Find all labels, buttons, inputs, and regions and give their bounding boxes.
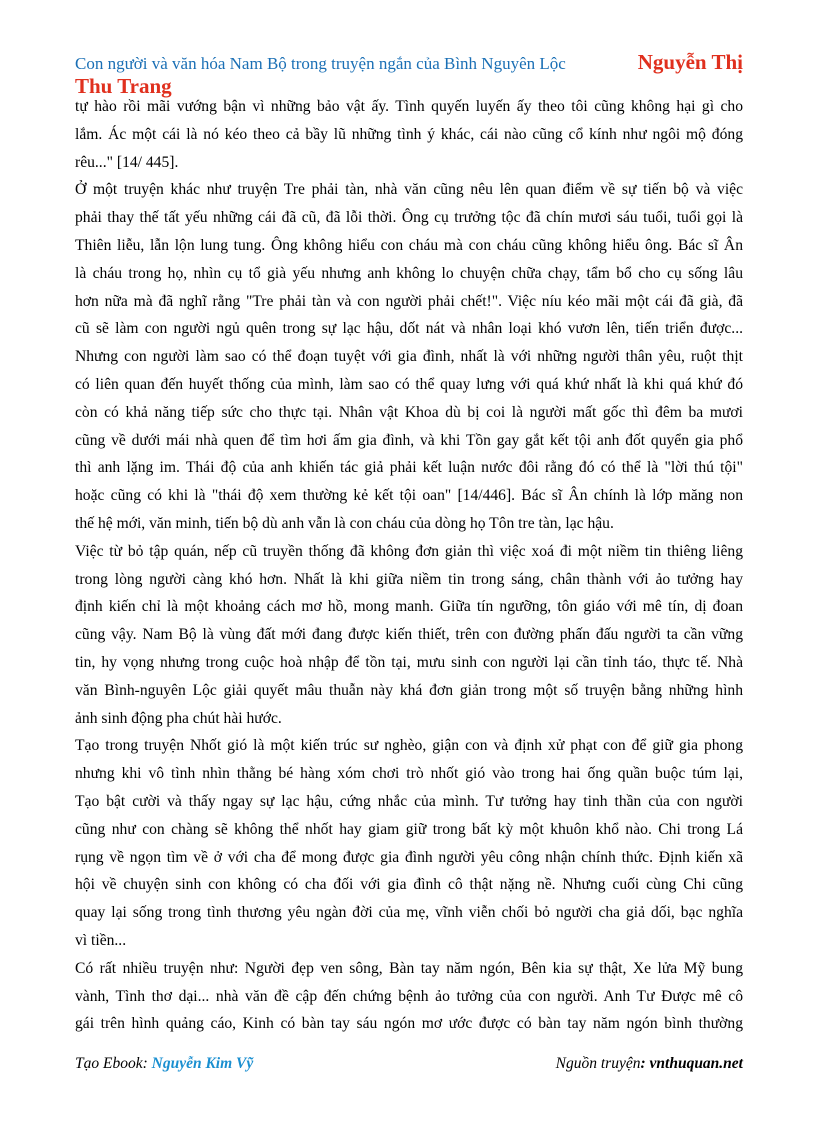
author-name-part2: Thu Trang [75,74,172,98]
text-line: tự hào rồi mãi vướng bận vì những bảo vật ấy. Tình quyến luyến ấy theo tôi cũng không hại gì cho [75,98,743,115]
text-line: gái trên hình quảng cáo, Kinh có bàn tay sáu ngón mơ ước được có bàn tay năm ngón bình thường [75,1015,743,1033]
text-line: là cháu trong họ, nhìn cụ tổ già yếu nhưng anh không lo chuyện chữa chạy, tẩm bổ cho cụ sống lâu [75,264,743,282]
ebook-credit-separator: : [142,1055,152,1072]
text-line: Có rất nhiều truyện như: Người đẹp ven sông, Bàn tay năm ngón, Bên kia sự thật, Xe lửa Mỹ bung [75,959,743,977]
text-line: cũ sẽ làm con người ngủ quên trong sự lạc hậu, dốt nát và nhân loại khó vươn lên, tiến triển được... [75,320,743,338]
text-line: hoặc cũng có khi là "thái độ xem thường kẻ kết tội oan" [14/446]. Bác sĩ Ân chính là lớp măng non [75,487,743,505]
text-line: Nhưng con người làm sao có thể đoạn tuyệt với gia đình, nhất là với những người thân yêu, ruột thịt [75,348,743,366]
text-line: trong lòng người càng khó hơn. Nhất là khi giữa niềm tin trong sáng, chân thành với ảo tưởng hay [75,570,743,588]
source-credit [556,1055,743,1073]
text-line: vì tiền... [75,931,127,949]
author-name-part1: Nguyễn Thị [637,50,743,74]
body-text [75,93,743,1038]
text-line: thế hệ mới, văn minh, tiến bộ dù anh vẫn là con cháu của dòng họ Tôn tre tàn, lạc hậu. [75,514,614,532]
text-line: cũng vậy. Nam Bộ là vùng đất mới đang được kiến thiết, trên con đường phấn đấu người ta cần vững [75,626,743,644]
text-line: hơn nữa mà đã nghĩ rằng "Tre phải tàn và con người phải chết!". Việc níu kéo mãi một cái đã già, đã [75,292,743,310]
text-line: lắm. Ác một cái là nó kéo theo cả bầy lũ những tình ý khác, cái nào cũng cổ kính như ngôi mộ đóng [75,125,743,143]
text-line: Thiên liễu, lẫn lộn lung tung. Ông không hiểu con cháu mà con cháu cũng không hiểu ông. Bác sĩ Ân [75,236,743,254]
text-line: phải thay thế tất yếu những cái đã cũ, đã lỗi thời. Ông cụ trưởng tộc đã chín mươi sáu tuổi, tuổi gọi là [75,209,743,227]
text-line: Ở một truyện khác như truyện Tre phải tàn, nhà văn cũng nêu lên quan điểm về sự tiến bộ và việc [75,181,743,199]
text-line: rêu..." [14/ 445]. [75,153,179,171]
text-line: văn Bình-nguyên Lộc giải quyết mâu thuẫn này khá đơn giản trong một số truyện bằng những hình [75,681,743,699]
text-line: ảnh sinh động pha chút hài hước. [75,709,282,727]
ebook-credit-label: Tạo Ebook [75,1055,143,1072]
ebook-credit [75,1055,253,1073]
book-title: Con người và văn hóa Nam Bộ trong truyện ngắn của Bình Nguyên Lộc [75,54,566,73]
ebook-creator-name: Nguyễn Kim Vỹ [151,1055,254,1072]
text-line: vành, Tình thơ dại... nhà văn đề cập đến chứng bệnh ảo tưởng của con người. Anh Tư Được mê cô [75,987,743,1005]
text-line: cũng như con chàng sẽ không thể nhốt hay giam giữ trong bất kỳ một khuôn khổ nào. Chi trong Lá [75,820,743,838]
source-credit-label: Nguồn truyện [555,1055,641,1072]
text-line: quay lại sống trong tình thương yêu ngàn đời của mẹ, vĩnh viễn chối bỏ người cha giả dối, bạc nghĩa [75,904,743,922]
text-line: còn có khả năng tiếp sức cho thực tại. Nhân vật Khoa dù bị coi là người mất gốc thì đêm ba mươi [75,403,743,421]
text-line: nhưng khi vô tình nhìn thằng bé hàng xóm chơi trò nhốt gió vào trong hai ống quần buộc túm lại, [75,765,743,783]
text-line: có liên quan đến huyết thống của mình, làm sao có thể quay lưng với quá khứ nhất là khi quá khứ đó [75,375,743,393]
page-footer [75,1055,743,1077]
text-line: Việc từ bỏ tập quán, nếp cũ truyền thống đã không đơn giản thì việc xoá đi một niềm tin thiêng liêng [75,542,743,560]
text-line: hội về chuyện sinh con không có cha đối với gia đình cô thật nặng nề. Nhưng cuối cùng Chi cũng [75,876,743,894]
text-line: rụng về ngọn tìm về ở với cha để mong được gia đình người yêu công nhận chính thức. Định kiến xã [75,848,743,866]
text-line: thì anh lặng im. Thái độ của anh khiến tác giả phải kết luận nước đôi rằng đó có thể là "lời thú tội" [75,459,743,477]
text-line: tin, hy vọng nhưng trong cuộc hoà nhập để tồn tại, mưu sinh con người lại cần tỉnh táo, thực tế. Nhà [75,653,743,671]
text-line: định kiến chỉ là một khoảng cách mơ hồ, mong manh. Giữa tín ngưỡng, tôn giáo với mê tín, dị đoan [75,598,743,616]
text-line: Tạo bật cười và thấy ngay sự lạc hậu, cứng nhắc của mình. Tư tưởng hay tinh thần của con người [75,792,743,810]
text-line: Tạo trong truyện Nhốt gió là một kiến trúc sư nghèo, giận con và định xử phạt con để giữ gia phong [75,737,743,755]
text-line: cũng về dưới mái nhà quen để tìm hơi ấm gia đình, và khi Tồn gay gắt kết tội anh đốt quyển gia phổ [75,431,743,449]
source-site-name: vnthuquan.net [649,1055,743,1072]
source-credit-separator: : [640,1055,650,1072]
